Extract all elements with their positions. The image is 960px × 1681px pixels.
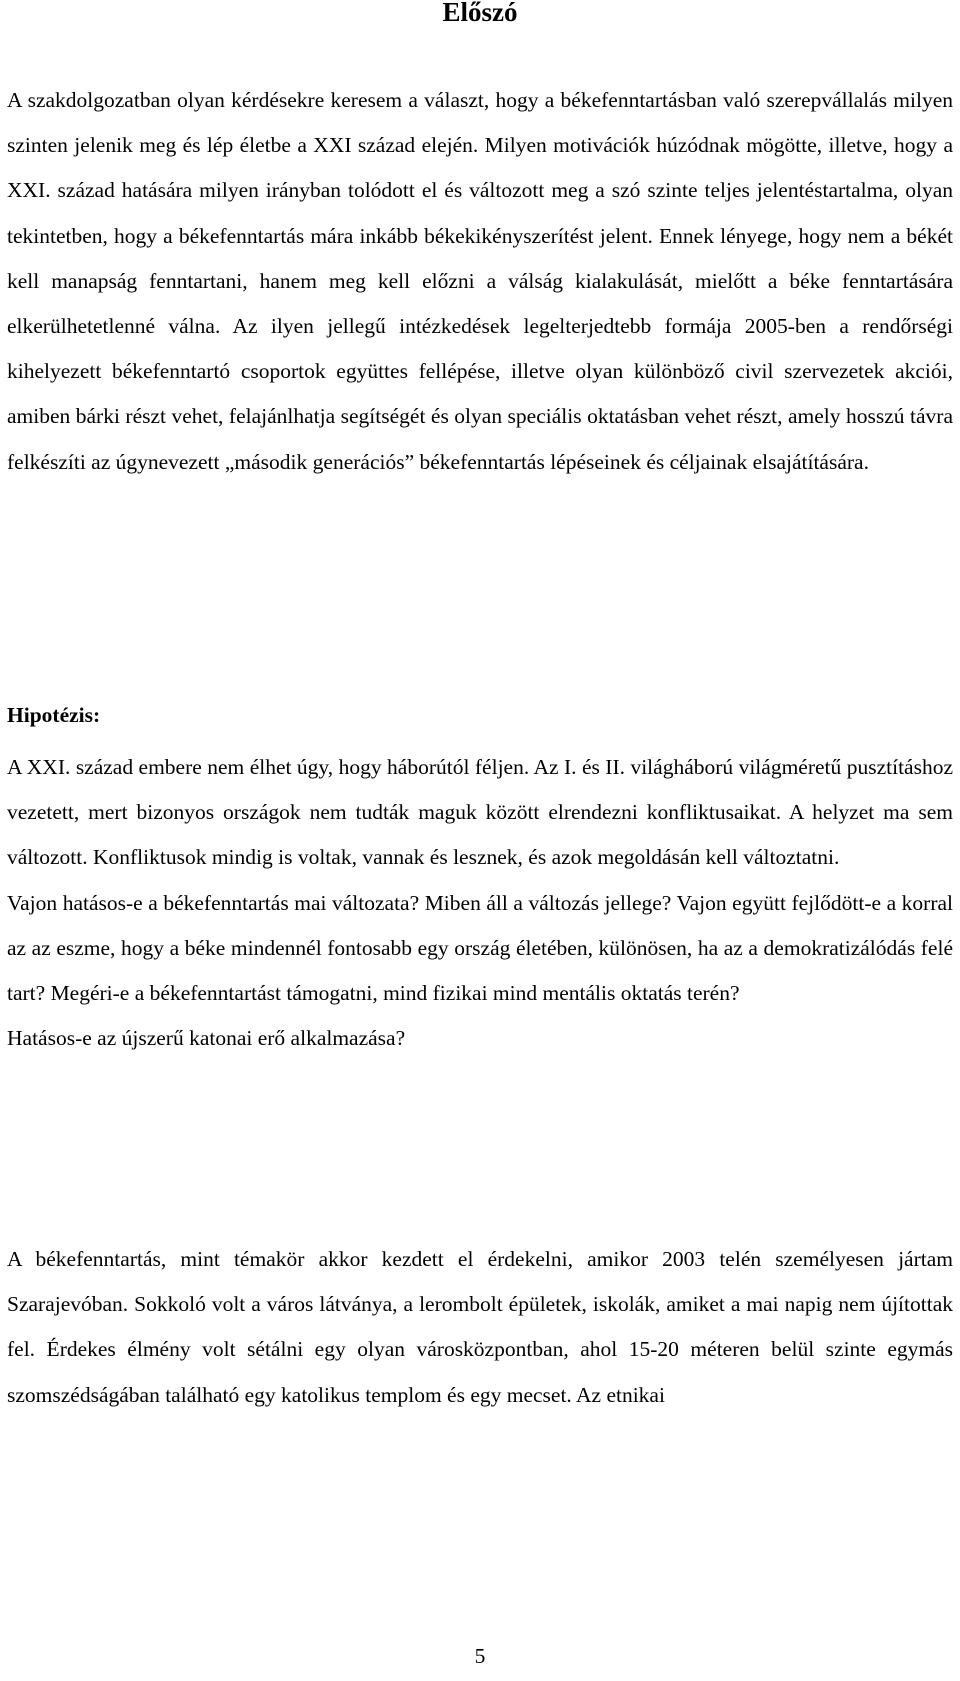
hypothesis-paragraph: A XXI. század embere nem élhet úgy, hogy háborútól féljen. Az I. és II. világháború világméretű pusztításhoz vezetett, mert bizonyos országok nem tudták maguk között elrendezni konfliktusaikat. A helyzet ma sem változott. Konfliktusok mindig is voltak, vannak és lesznek, és azok megoldásán kell változtatni. [7, 755, 953, 870]
question-paragraph-last: Hatásos-e az újszerű katonai erő alkalmazása? [7, 1026, 406, 1051]
motivation-paragraph: A békefenntartás, mint témakör akkor kezdett el érdekelni, amikor 2003 telén személyesen jártam Szarajevóban. Sokkoló volt a város látványa, a lerombolt épületek, iskolák, amiket a mai napig nem újítottak fel. Érdekes élmény volt sétálni egy olyan városközpontban, ahol 15-20 méteren belül szinte egymás szomszédságában található egy katolikus templom és egy mecset. Az etnikai [7, 1247, 953, 1407]
page-title: Előszó [442, 0, 518, 27]
hypothesis-heading: Hipotézis: [7, 703, 101, 727]
intro-paragraph: A szakdolgozatban olyan kérdésekre keresem a választ, hogy a békefenntartásban való szerepvállalás milyen szinten jelenik meg és lép életbe a XXI század elején. Milyen motivációk húzódnak mögötte, illetve, hogy a XXI. század hatására milyen irányban tolódott el és változott meg a szó szinte teljes jelentéstartalma, olyan tekintetben, hogy a békefenntartás mára inkább békekikényszerítést jelent. Ennek lényege, hogy nem a békét kell manapság fenntartani, hanem meg kell előzni a válság kialakulását, mielőtt a béke fenntartására elkerülhetetlenné válna. Az ilyen jellegű intézkedések legelterjedtebb formája 2005-ben a rendőrségi kihelyezett békefenntartó csoportok együttes fellépése, illetve olyan különböző civil szervezetek akciói, amiben bárki részt vehet, felajánlhatja segítségét és olyan speciális oktatásban vehet részt, amely hosszú távra felkészíti az úgynevezett „második generációs” békefenntartás lépéseinek és céljainak elsajátítására. [7, 88, 953, 474]
hypothesis-section [7, 745, 953, 1061]
page-number: 5 [474, 1644, 486, 1668]
question-paragraph: Vajon hatásos-e a békefenntartás mai változata? Miben áll a változás jellege? Vajon együtt fejlődött-e a korral az az eszme, hogy a béke mindennél fontosabb egy ország életében, különösen, ha az a demokratizálódás felé tart? Megéri-e a békefenntartást támogatni, mind fizikai mind mentális oktatás terén? [7, 890, 953, 1006]
